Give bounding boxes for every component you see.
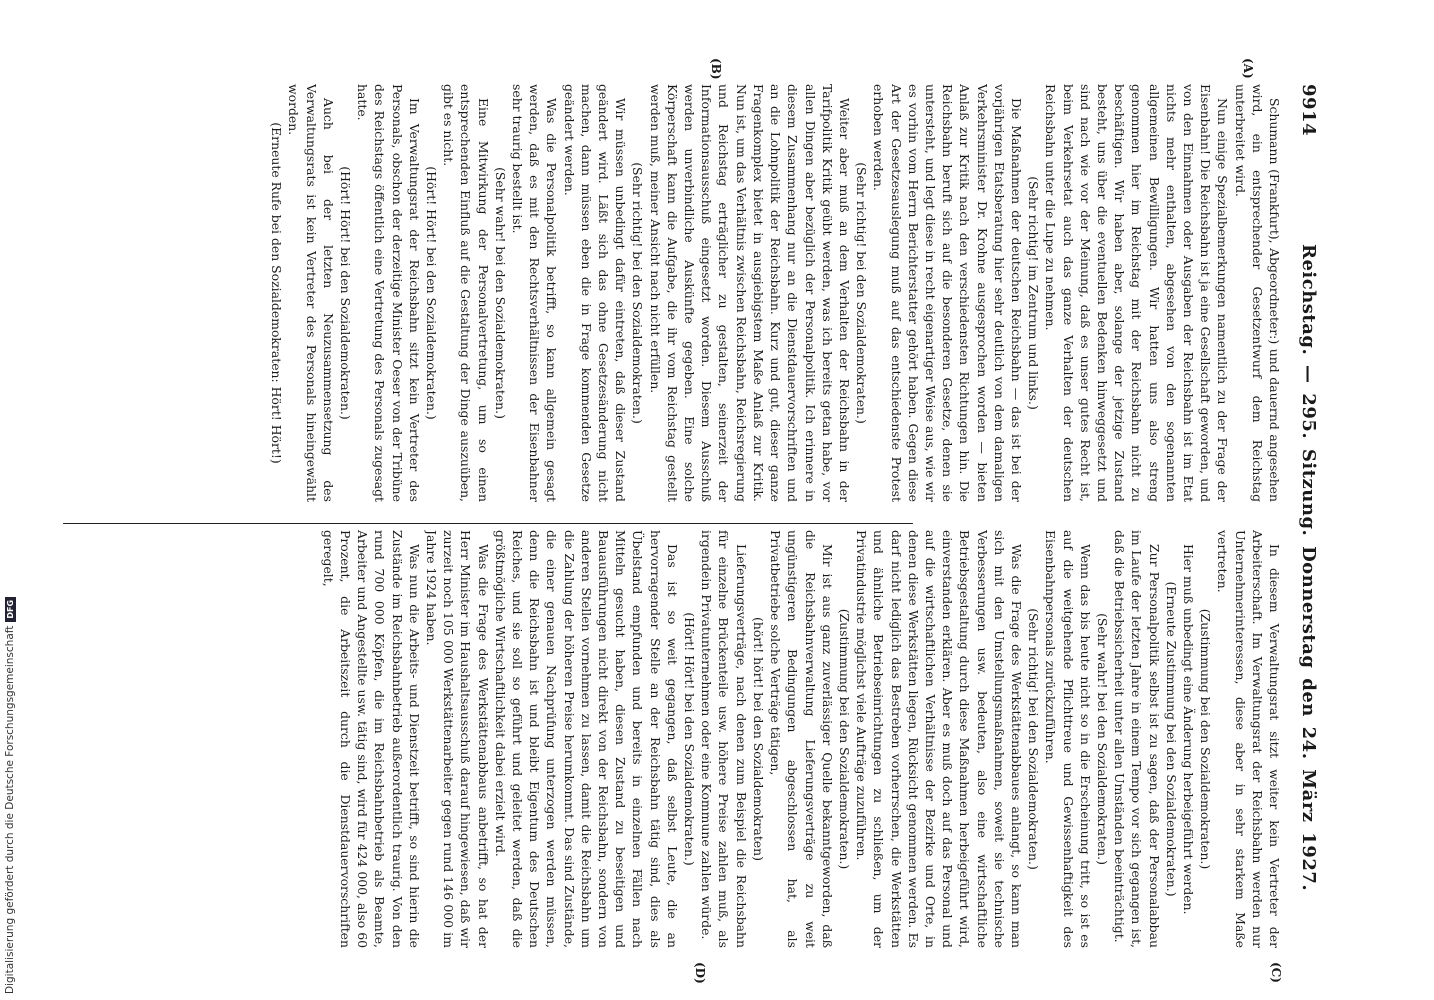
- left-column-paragraph: Nun einige Spezialbemerkungen namentlich zu der Frage der Eisenbahn! Die Reichsbahn ist ja eine Gesellschaft geworden, und von den Einnahmen oder Ausgaben der Reichsbahn ist im Etat nichts mehr enthalten, abgesehen von den sogenannten allgemeinen Bewilligungen. Wir hatten uns also streng genommen hier im Reichstag mit der Reichsbahn nicht zu beschäftigen. Wir haben aber, solange der jetzige Zustand besteht, uns über die eventuellen Bedenken hinweggesetzt und sind nach wie vor der Meinung, daß es unser gutes Recht ist, beim Verkehrsetat auch das ganze Verhalten der deutschen Reichsbahn unter die Lupe zu nehmen.: [1043, 84, 1231, 502]
- right-column-paragraph: (Erneute Zustimmung bei den Sozialdemokraten.): [1163, 581, 1179, 897]
- right-column-paragraph: (Sehr wahr! bei den Sozialdemokraten.): [1094, 613, 1110, 865]
- rotated-document-page: [47, 0, 1327, 984]
- left-column-paragraph: (Sehr richtig! bei den Sozialdemokraten.): [854, 162, 870, 424]
- left-column-paragraph: Schumann (Frankfurt), Abgeordneter:) und dauernd angesehen wird, ein entsprechender Gesetzentwurf dem Reichstag unterbreitet wird.: [1232, 84, 1282, 502]
- right-column-paragraph: Das ist so weit gegangen, daß selbst Leute, die an hervorragender Stelle an der Reichsbahn tätig sind, dies als Übelstand empfunden und bereits in einzelnen Fällen nach Mitteln gesucht haben, diesen Zustand zu beseitigen und Bauausführungen nicht direkt von der Reichsbahn, sondern von anderen Stellen vornehmen zu lassen, damit die Reichsbahn um die Zahlung der höheren Preise herumkommt. Das sind Zustände, die einer genauen Nachprüfung unterzogen werden müssen, denn die Reichsbahn ist und bleibt Eigentum des Deutschen Reiches, und sie soll so geführt und geleitet werden, daß die größtmögliche Wirtschaftlichkeit dabei erzielt wird.: [492, 530, 680, 948]
- left-column-paragraph: (Sehr richtig! bei den Sozialdemokraten.): [630, 162, 646, 424]
- left-column-paragraph: Wir müssen unbedingt dafür eintreten, daß dieser Zustand geändert wird. Läßt sich das ohne Gesetzesänderung nicht machen, dann müssen eben die in Frage kommenden Gesetze geändert werden.: [561, 84, 629, 502]
- right-column-paragraph: Hier muß unbedingt eine Änderung herbeigeführt werden.: [1180, 544, 1196, 915]
- left-column-paragraph: Im Verwaltungsrat der Reichsbahn sitzt kein Vertreter des Personals, obschon der derzeitige Minister Oeser von der Tribüne des Reichstags öffentlich eine Vertretung des Personals zugesagt hatte.: [355, 84, 422, 502]
- left-column-paragraph: (Erneute Rufe bei den Sozialdemokraten: Hört! Hört!): [269, 122, 285, 464]
- left-column-paragraph: Auch bei der letzten Neuzusammensetzung des Verwaltungsrats ist kein Vertreter des Personals hineingewählt worden.: [286, 84, 336, 502]
- right-column-paragraph: (Zustimmung bei den Sozialdemokraten.): [836, 608, 852, 870]
- right-text-column: [133, 530, 1283, 948]
- left-column-paragraph: Die Maßnahmen der deutschen Reichsbahn — das ist bei der vorjährigen Etatsberatung hier sehr deutlich von dem damaligen Verkehrsminister Dr. Krohne ausgesprochen worden — bieten Anlaß zur Kritik nach den verschiedensten Richtungen hin. Die Reichsbahn beruft sich auf die besonderen Gesetze, denen sie untersteht, und legt diese in recht eigenartiger Weise aus, wie wir es vorhin vom Herrn Berichterstatter gehört haben. Gegen diese Art der Gesetzesauslegung muß auf das entschiedenste Protest erhoben werden.: [871, 84, 1024, 502]
- page-heading: Reichstag. — 295. Sitzung. Donnerstag den 24. März 1927.: [1298, 244, 1319, 892]
- right-column-paragraph: Was die Frage des Werkstättenabbaus anbetrifft, so hat der Herr Minister im Haushaltsausschuß darauf hingewiesen, daß wir zurzeit noch 105 000 Werkstättenarbeiter gegen rund 146 000 im Jahre 1924 haben.: [424, 530, 491, 948]
- left-column-paragraph: (Sehr wahr! bei den Sozialdemokraten.): [492, 167, 508, 419]
- page-number: 9914: [1298, 84, 1319, 137]
- left-text-column: [133, 84, 1283, 502]
- right-column-paragraph: (Sehr richtig! bei den Sozialdemokraten.): [1026, 608, 1042, 870]
- margin-marker-c: (C): [1269, 962, 1283, 983]
- left-column-paragraph: Weiter aber muß an dem Verhalten der Reichsbahn in der Tarifpolitik Kritik geübt werden, was ich bereits getan habe, vor allen Dingen aber bezüglich der Personalpolitik. Ich erinnere in diesem Zusammenhang nur an die Dienstdauervorschriften und an die Lohnpolitik der Reichsbahn. Kurz und gut, dieser ganze Fragenkomplex bietet in ausgiebigstem Maße Anlaß zur Kritik. Nun ist, um das Verhältnis zwischen Reichsbahn, Reichsregierung und Reichstag erträglicher zu gestalten, seinerzeit der Informationsausschuß eingesetzt worden. Diesem Ausschuß werden unverbindliche Auskünfte gegeben. Eine solche Körperschaft kann die Aufgabe, die ihr vom Reichstag gestellt werden muß, meiner Ansicht nach nicht erfüllen.: [647, 84, 852, 502]
- right-column-paragraph: (Zustimmung bei den Sozialdemokraten.): [1198, 608, 1214, 870]
- right-column-paragraph: Lieferungsverträge, nach denen zum Beispiel die Reichsbahn für einzelne Brückenteile usw. höhere Preise zahlen muß, als irgendein Privatunternehmen oder eine Kommune zahlen würde.: [699, 530, 749, 948]
- left-column-paragraph: Was die Personalpolitik betrifft, so kann allgemein gesagt werden, daß es mit den Rechtsverhältnissen der Eisenbahner sehr traurig bestellt ist.: [510, 84, 560, 502]
- margin-marker-d: (D): [693, 962, 707, 984]
- dfg-logo: DFG: [5, 597, 16, 622]
- left-column-paragraph: (Hört! Hört! bei den Sozialdemokraten.): [338, 166, 354, 420]
- column-divider: [63, 523, 913, 524]
- right-column-paragraph: (hört! hört! bei den Sozialdemokraten): [750, 617, 766, 861]
- digitization-credit: [4, 597, 16, 994]
- right-column-paragraph: Was nun die Arbeits- und Dienstzeit betrifft, so sind hierin die Zustände im Reichsbahnbetrieb außerordentlich traurig. Von den rund 700 000 Köpfen, die im Reichsbahnbetrieb als Beamte, Arbeiter und Angestellte usw. tätig sind, wird für 424 000, also 60 Prozent, die Arbeitszeit durch die Dienstdauervorschriften geregelt,: [320, 530, 422, 948]
- right-column-paragraph: Was die Frage des Werkstättenabbaues anlangt, so kann man sich mit den Umstellungsmaßnahmen, soweit sie technische Verbesserungen usw. bedeuten, also eine wirtschaftliche Betriebsgestaltung durch diese Maßnahmen herbeigeführt wird, einverstanden erklären. Aber es muß doch auf das Personal und auf die wirtschaftlichen Verhältnisse der Bezirke und Orte, in denen diese Werkstätten liegen, Rücksicht genommen werden. Es darf nicht lediglich das Bestreben vorherrschen, die Werkstätten und ähnliche Betriebseinrichtungen zu schließen, um der Privatindustrie möglichst viele Aufträge zuzuführen.: [854, 530, 1024, 948]
- right-column-paragraph: Mir ist aus ganz zuverlässiger Quelle bekanntgeworden, daß die Reichsbahnverwaltung Lieferungsverträge zu weit ungünstigeren Bedingungen abgeschlossen hat, als Privatbetriebe solche Verträge tätigen,: [768, 530, 835, 948]
- right-column-paragraph: In diesem Verwaltungsrat sitzt weiter kein Vertreter der Arbeiterschaft. Im Verwaltungsrat der Reichsbahn werden nur Unternehmerinteressen, diese aber in sehr starkem Maße vertreten.: [1215, 530, 1282, 948]
- left-column-paragraph: Eine Mitwirkung der Personalvertretung, um so einen entsprechenden Einfluß auf die Gestaltung der Dinge auszuüben, gibt es nicht.: [441, 84, 491, 502]
- credit-text: Digitalisierung gefördert durch die Deutsche Forschungsgemeinschaft: [4, 625, 16, 994]
- margin-marker-a: (A): [1241, 58, 1255, 79]
- right-column-paragraph: Wenn das bis heute nicht so in die Erscheinung tritt, so ist es auf die weitgehende Pflichttreue und Gewissenhaftigkeit des Eisenbahnpersonals zurückzuführen.: [1043, 530, 1093, 948]
- margin-marker-b: (B): [709, 58, 723, 80]
- left-column-paragraph: (Sehr richtig! im Zentrum und links.): [1026, 176, 1042, 410]
- right-column-paragraph: (Hört! Hört! bei den Sozialdemokraten.): [682, 612, 698, 866]
- right-column-paragraph: Zur Personalpolitik selbst ist zu sagen, daß der Personalabbau im Laufe der letzten Jahre in einem Tempo vor sich gegangen ist, daß die Betriebssicherheit unter allen Umständen beeinträchtigt.: [1112, 530, 1162, 948]
- left-column-paragraph: (Hört! Hört! bei den Sozialdemokraten.): [424, 166, 440, 420]
- page-header: [1289, 84, 1319, 960]
